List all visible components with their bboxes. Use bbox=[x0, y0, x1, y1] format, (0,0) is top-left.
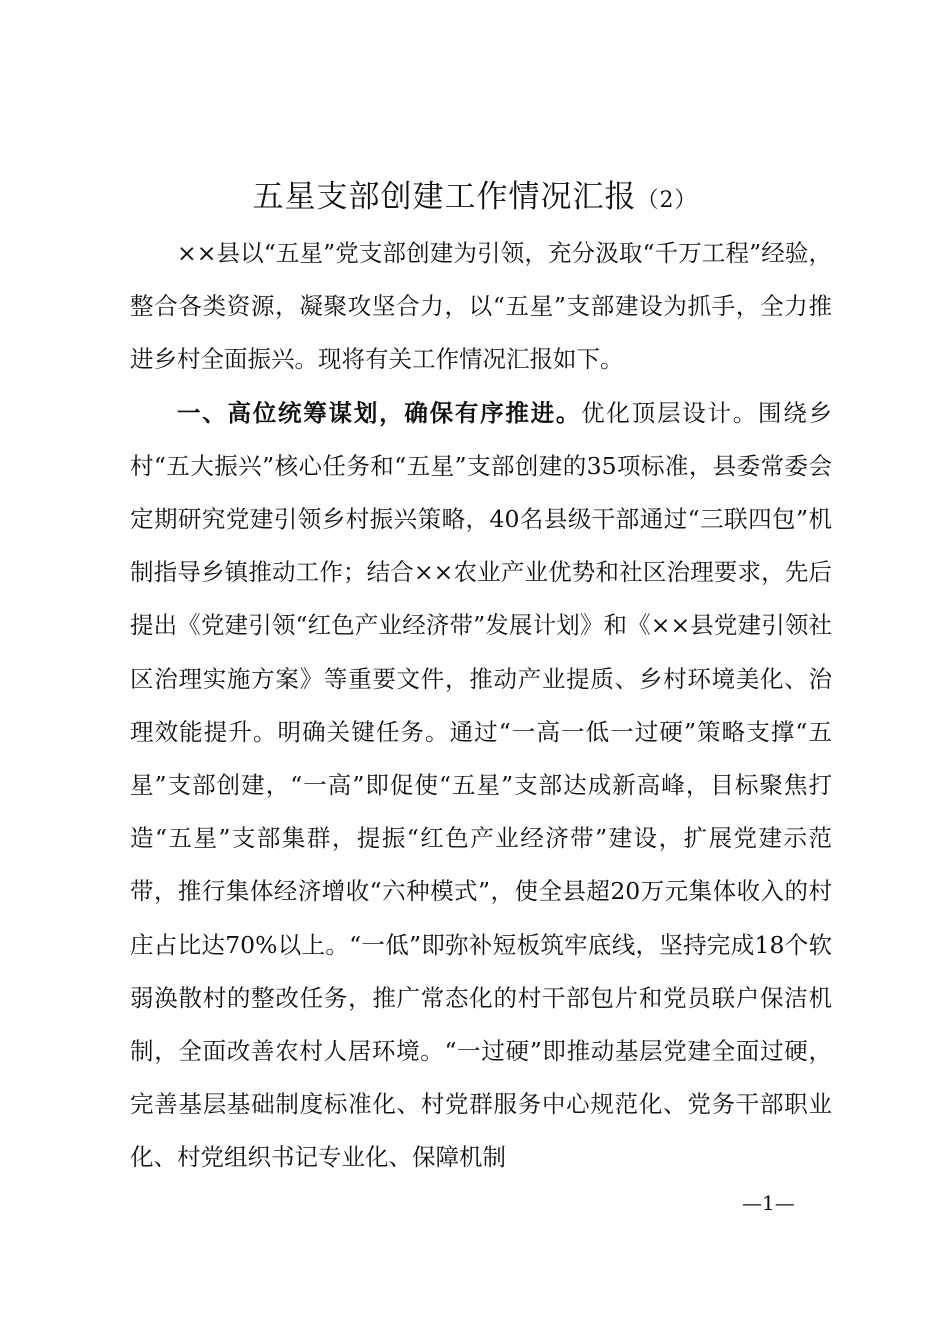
document-title bbox=[0, 172, 950, 226]
section-one-text: 优化顶层设计。围绕乡村“五大振兴”核心任务和“五星”支部创建的35项标准，县委常委会定期研究党建引领乡村振兴策略，40名县级干部通过“三联四包”机制指导乡镇推动工作；结合××农业产业优势和社区治理要求，先后提出《党建引领“红色产业经济带”发展计划》和《××县党建引领社区治理实施方案》等重要文件，推动产业提质、乡村环境美化、治理效能提升。明确关键任务。通过“一高一低一过硬”策略支撑“五星”支部创建，“一高”即促使“五星”支部达成新高峰，目标聚焦打造“五星”支部集群，提振“红色产业经济带”建设，扩展党建示范带，推行集体经济增收“六种模式”，使全县超20万元集体收入的村庄占比达70%以上。“一低”即弥补短板筑牢底线，坚持完成18个软弱涣散村的整改任务，推广常态化的村干部包片和党员联户保洁机制，全面改善农村人居环境。“一过硬”即推动基层党建全面过硬，完善基层基础制度标准化、村党群服务中心规范化、党务干部职业化、村党组织书记专业化、保障机制 bbox=[130, 398, 833, 1172]
intro-paragraph-text: ××县以“五星”党支部创建为引领，充分汲取“千万工程”经验，整合各类资源，凝聚攻坚合力，以“五星”支部建设为抓手，全力推进乡村全面振兴。现将有关工作情况汇报如下。 bbox=[130, 239, 832, 374]
page-number: —1— bbox=[742, 1191, 795, 1215]
section-one-paragraph bbox=[130, 387, 832, 1185]
intro-paragraph bbox=[130, 227, 832, 387]
document-title-suffix: （2） bbox=[636, 188, 698, 213]
section-one-heading: 一、高位统筹谋划，确保有序推进。 bbox=[177, 398, 582, 427]
document-body bbox=[130, 227, 832, 1185]
document-title-main: 五星支部创建工作情况汇报 bbox=[252, 179, 637, 215]
